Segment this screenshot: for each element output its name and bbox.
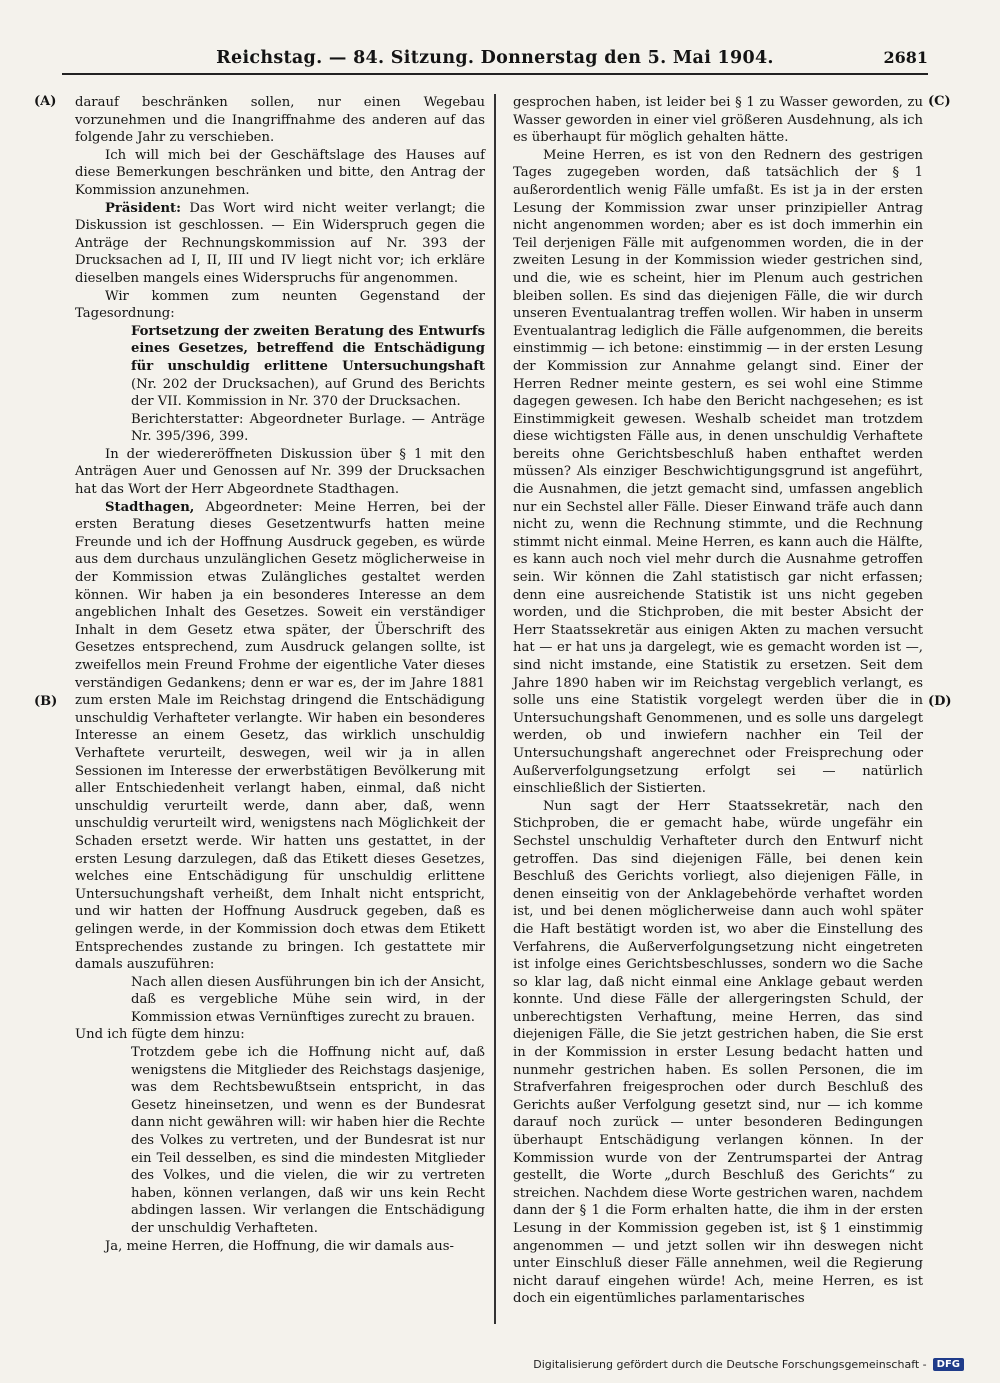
left-column: [75, 94, 485, 1255]
speaker-name: Stadthagen,: [105, 499, 195, 515]
header-rule: [62, 73, 928, 75]
running-title: Reichstag. — 84. Sitzung. Donnerstag den 5. Mai 1904.: [216, 48, 774, 68]
page-number: 2681: [883, 48, 928, 67]
dfg-logo-icon: DFG: [933, 1358, 964, 1371]
paragraph: In der wiedereröffneten Diskussion über § 1 mit den Anträgen Auer und Genossen auf Nr. 399 der Drucksachen hat das Wort der Herr Abgeordnete Stadthagen.: [75, 446, 485, 498]
digitization-footer: [533, 1358, 964, 1371]
paragraph: gesprochen haben, ist leider bei § 1 zu Wasser geworden, zu Wasser geworden in einer viel größeren Ausdehnung, als ich es überhaupt für möglich gehalten hätte.: [513, 95, 923, 146]
paragraph: Ja, meine Herren, die Hoffnung, die wir damals aus-: [105, 1238, 454, 1254]
agenda-title: Fortsetzung der zweiten Beratung des Entwurfs eines Gesetzes, betreffend die Entschädigung für unschuldig erlittene Untersuchungshaft: [131, 323, 485, 374]
margin-marker-a: (A): [34, 94, 57, 109]
paragraph: Und ich fügte dem hinzu:: [75, 1027, 245, 1043]
margin-marker-b: (B): [34, 694, 58, 709]
right-column: [513, 94, 923, 1308]
column-divider: [494, 94, 496, 1324]
margin-marker-c: (C): [928, 94, 951, 109]
paragraph: Stadthagen, Abgeordneter: Meine Herren, bei der ersten Beratung dieses Gesetzentwurfs hatten meine Freunde und ich der Hoffnung Ausdruck gegeben, es würde aus dem durchaus unzulänglichen Gesetz möglicherweise in der Kommission etwas Zulängliches gestaltet werden können. Wir haben ja ein besonderes Interesse an dem angeblichen Inhalt des Gesetzes. Soweit ein verständiger Inhalt in dem Gesetz etwa später, der Überschrift des Gesetzes entsprechend, zum Ausdruck gelangen sollte, ist zweifellos mein Freund Frohme der eigentliche Vater dieses verständigen Gedankens; denn er war es, der im Jahre 1881 zum ersten Male im Reichstag dringend die Entschädigung unschuldig Verhafteter verlangte. Wir haben ein besonderes Interesse an einem Gesetz, das wirklich unschuldig Verhaftete verurteilt, deswegen, weil wir ja in allen Sessionen im Interesse der erwerbstätigen Bevölkerung mit aller Entschiedenheit verlangt haben, einmal, daß nicht unschuldig verurteilt werde, dann aber, daß, wenn unschuldig verurteilt wird, wenigstens nach Möglichkeit der Schaden ersetzt werde. Wir hatten uns gestattet, in der ersten Lesung darzulegen, daß das Etikett dieses Gesetzes, welches eine Entschädigung für unschuldig erlittene Untersuchungshaft verheißt, dem Inhalt nicht entspricht, und wir hatten der Hoffnung Ausdruck gegeben, daß es gelingen werde, in der Kommission doch etwas dem Etikett Entsprechendes zustande zu bringen. Ich gestattete mir damals auszuführen:: [75, 499, 485, 973]
margin-marker-d: (D): [928, 694, 952, 709]
quotation: Nach allen diesen Ausführungen bin ich der Ansicht, daß es vergebliche Mühe sein wird, in der Kommission etwas Vernünftiges zurecht zu brauen.: [131, 974, 485, 1025]
footer-text: Digitalisierung gefördert durch die Deutsche Forschungsgemeinschaft -: [533, 1358, 927, 1371]
paragraph: Präsident: Das Wort wird nicht weiter verlangt; die Diskussion ist geschlossen. — Ein Widerspruch gegen die Anträge der Rechnungskommission auf Nr. 393 der Drucksachen ad I, II, III und IV liegt nicht vor; ich erkläre dieselben mangels eines Widerspruchs für angenommen.: [75, 200, 485, 286]
paragraph: Nun sagt der Herr Staatssekretär, nach den Stichproben, die er gemacht habe, würde ungefähr ein Sechstel unschuldig Verhafteter durch den Entwurf nicht getroffen. Das sind diejenigen Fälle, bei denen kein Beschluß des Gerichts vorliegt, also diejenigen Fälle, in denen einseitig von der Anklagebehörde verhaftet worden ist, und bei denen möglicherweise dann auch wohl später die Haft bestätigt worden ist, wo aber die Einstellung des Verfahrens, die Außerverfolgungsetzung nicht eingetreten ist infolge eines Gerichtsbeschlusses, sondern wo die Sache so klar lag, daß nicht einmal eine Anklage gebaut werden konnte. Und diese Fälle der allergeringsten Schuld, der unberechtigsten Verhaftung, meine Herren, das sind diejenigen Fälle, die Sie jetzt gestrichen haben, die Sie erst in der Kommission in erster Lesung bedacht hatten und nunmehr gestrichen haben. Es sollen Personen, die im Strafverfahren freigesprochen oder durch Beschluß des Gerichts außer Verfolgung gesetzt sind, nur — ich komme darauf noch zurück — unter besonderen Bedingungen überhaupt Entschädigung verlangen können. In der Kommission wurde von der Zentrumspartei der Antrag gestellt, die Worte „durch Beschluß des Gerichts“ zu streichen. Nachdem diese Worte gestrichen waren, nachdem dann der § 1 die Form erhalten hatte, die ihm in der ersten Lesung in der Kommission gegeben ist, ist § 1 einstimmig angenommen — und jetzt sollen wir ihn deswegen nicht unter Einschluß dieser Fälle annehmen, weil die Regierung nicht darauf eingehen würde! Ach, meine Herren, es ist doch ein eigentümliches parlamentarisches: [513, 798, 923, 1307]
agenda-item: Fortsetzung der zweiten Beratung des Entwurfs eines Gesetzes, betreffend die Entschädigung für unschuldig erlittene Untersuchungshaft (Nr. 202 der Drucksachen), auf Grund des Berichts der VII. Kommission in Nr. 370 der Drucksachen.: [131, 323, 485, 410]
speaker-name: Präsident:: [105, 200, 182, 216]
paragraph: Wir kommen zum neunten Gegenstand der Tagesordnung:: [75, 288, 485, 322]
paragraph: Meine Herren, es ist von den Rednern des gestrigen Tages zugegeben worden, daß tatsächlich der § 1 außerordentlich wenig Fälle umfaßt. Es ist ja in der ersten Lesung der Kommission zwar unser prinzipieller Antrag nicht angenommen worden; aber es ist doch immerhin ein Teil derjenigen Fälle mit aufgenommen worden, die in der zweiten Lesung in der Kommission wieder gestrichen sind, und die, wie es scheint, hier im Plenum auch gestrichen bleiben sollen. Es sind das diejenigen Fälle, die wir durch unseren Eventualantrag treffen wollen. Wir haben in unserm Eventualantrag lediglich die Fälle aufgenommen, die bereits einstimmig — ich betone: einstimmig — in der ersten Lesung der Kommission zur Annahme gelangt sind. Einer der Herren Redner meinte gestern, es sei wohl eine Stimme dagegen gewesen. Ich habe den Bericht nachgesehen; es ist Einstimmigkeit gewesen. Weshalb scheidet man trotzdem diese wichtigsten Fälle aus, in denen unschuldig Verhaftete bereits ohne Gerichtsbeschluß haben enthaftet werden müssen? Als einziger Beschwichtigungsgrund ist angeführt, die Ausnahmen, die jetzt gemacht sind, umfassen angeblich nur ein Sechstel aller Fälle. Dieser Einwand träfe auch dann nicht zu, wenn die Rechnung stimmte, und die Rechnung stimmt nicht einmal. Meine Herren, es kann auch die Hälfte, es kann auch noch viel mehr durch die Ausnahme getroffen sein. Wir können die Zahl statistisch gar nicht erfassen; denn eine ausreichende Statistik ist uns nicht gegeben worden, und die Stichproben, die mit bester Absicht der Herr Staatssekretär aus einigen Akten zu machen versucht hat — er hat uns ja dargelegt, wie es gemacht worden ist —, sind nicht imstande, eine Statistik zu ersetzen. Seit dem Jahre 1890 haben wir im Reichstag vergeblich verlangt, es solle uns eine Statistik vorgelegt werden über die in Untersuchungshaft Genommenen, und es solle uns dargelegt werden, ob und inwiefern nachher ein Teil der Untersuchungshaft angerechnet oder Freisprechung oder Außerverfolgungsetzung erfolgt sei — natürlich einschließlich der Sistierten.: [513, 147, 923, 797]
agenda-rapporteur: Berichterstatter: Abgeordneter Burlage. — Anträge Nr. 395/396, 399.: [131, 411, 485, 445]
paragraph: darauf beschränken sollen, nur einen Wegebau vorzunehmen und die Inangriffnahme des anderen auf das folgende Jahr zu verschieben.: [75, 95, 485, 146]
page-header: [62, 48, 928, 72]
quotation: Trotzdem gebe ich die Hoffnung nicht auf, daß wenigstens die Mitglieder des Reichstags dasjenige, was dem Rechtsbewußtsein entspricht, in das Gesetz hineinsetzen, und wenn es der Bundesrat dann nicht gewähren will: wir haben hier die Rechte des Volkes zu vertreten, und der Bundesrat ist nur ein Teil desselben, es sind die mindesten Mitglieder des Volkes, und die vielen, die wir zu vertreten haben, können verlangen, daß wir uns kein Recht abdingen lassen. Wir verlangen die Entschädigung der unschuldig Verhafteten.: [131, 1045, 485, 1236]
paragraph: Ich will mich bei der Geschäftslage des Hauses auf diese Bemerkungen beschränken und bitte, den Antrag der Kommission anzunehmen.: [75, 147, 485, 198]
